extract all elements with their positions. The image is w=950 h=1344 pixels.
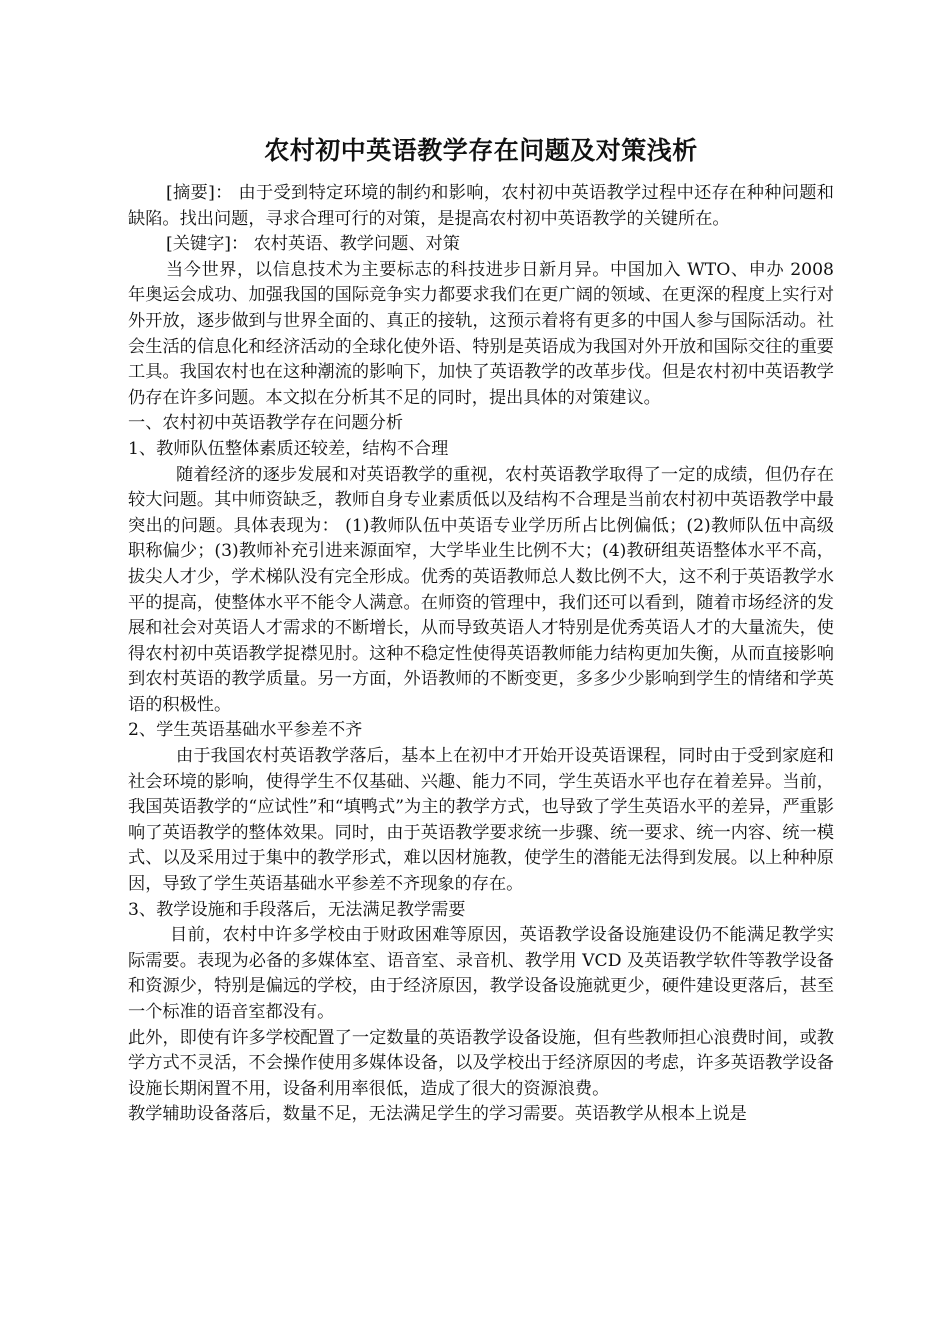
intro-paragraph: 当今世界，以信息技术为主要标志的科技进步日新月异。中国加入 WTO、申办 2008 年奥运会成功、加强我国的国际竞争实力都要求我们在更广阔的领域、在更深的程度上实行对外开放，逐步做到与世界全面的、真正的接轨，这预示着将有更多的中国人参与国际活动。社会生活的信息化和经济活动的全球化使外语、特别是英语成为我国对外开放和国际交往的重要工具。我国农村也在这种潮流的影响下，加快了英语教学的改革步伐。但是农村初中英语教学仍存在许多问题。本文拟在分析其不足的同时，提出具体的对策建议。: [128, 259, 834, 408]
subsection-heading: 3、教学设施和手段落后，无法满足教学需要: [128, 899, 466, 920]
subsection-heading: 2、学生英语基础水平参差不齐: [128, 720, 363, 741]
abstract-paragraph: [摘要]： 由于受到特定环境的制约和影响，农村初中英语教学过程中还存在种种问题和缺陷。找出问题，寻求合理可行的对策，是提高农村初中英语教学的关键所在。: [128, 183, 834, 229]
section-heading: 一、农村初中英语教学存在问题分析: [128, 413, 404, 434]
subsection-heading: 1、教师队伍整体素质还较差，结构不合理: [128, 438, 449, 459]
keywords-paragraph: [关键字]： 农村英语、教学问题、对策: [166, 234, 460, 255]
body-paragraph: 教学辅助设备落后，数量不足，无法满足学生的学习需要。英语教学从根本上说是: [128, 1104, 747, 1125]
body-paragraph: 此外，即使有许多学校配置了一定数量的英语教学设备设施，但有些教师担心浪费时间，或教学方式不灵活，不会操作使用多媒体设备，以及学校出于经济原因的考虑，许多英语教学设备设施长期闲置不用，设备利用率很低，造成了很大的资源浪费。: [128, 1027, 834, 1099]
body-paragraph: 随着经济的逐步发展和对英语教学的重视，农村英语教学取得了一定的成绩，但仍存在较大问题。其中师资缺乏，教师自身专业素质低以及结构不合理是当前农村初中英语教学中最突出的问题。具体表现为： (1)教师队伍中英语专业学历所占比例偏低；(2)教师队伍中高级职称偏少；(3)教师补充引进来源面窄，大学毕业生比例不大；(4)教研组英语整体水平不高，拔尖人才少，学术梯队没有完全形成。优秀的英语教师总人数比例不大，这不利于英语教学水平的提高，使整体水平不能令人满意。在师资的管理中，我们还可以看到，随着市场经济的发展和社会对英语人才需求的不断增长，从而导致英语人才特别是优秀英语人才的大量流失，使得农村初中英语教学捉襟见肘。这种不稳定性使得英语教师能力结构更加失衡，从而直接影响到农村英语的教学质量。另一方面，外语教师的不断变更，多多少少影响到学生的情绪和学英语的积极性。: [128, 464, 834, 715]
body-paragraph: 由于我国农村英语教学落后，基本上在初中才开始开设英语课程，同时由于受到家庭和社会环境的影响，使得学生不仅基础、兴趣、能力不同，学生英语水平也存在着差异。当前，我国英语教学的“应试性”和“填鸭式”为主的教学方式，也导致了学生英语水平的差异，严重影响了英语教学的整体效果。同时，由于英语教学要求统一步骤、统一要求、统一内容、统一模式、以及采用过于集中的教学形式，难以因材施教，使学生的潜能无法得到发展。以上种种原因，导致了学生英语基础水平参差不齐现象的存在。: [128, 746, 834, 895]
document-page: [128, 128, 834, 1128]
body-paragraph: 目前，农村中许多学校由于财政困难等原因，英语教学设备设施建设仍不能满足教学实际需要。表现为必备的多媒体室、语音室、录音机、教学用 VCD 及英语教学软件等教学设备和资源少，特别是偏远的学校，由于经济原因，教学设备设施就更少，硬件建设更落后，甚至一个标准的语音室都没有。: [128, 925, 834, 1022]
document-title: 农村初中英语教学存在问题及对策浅析: [264, 136, 698, 165]
